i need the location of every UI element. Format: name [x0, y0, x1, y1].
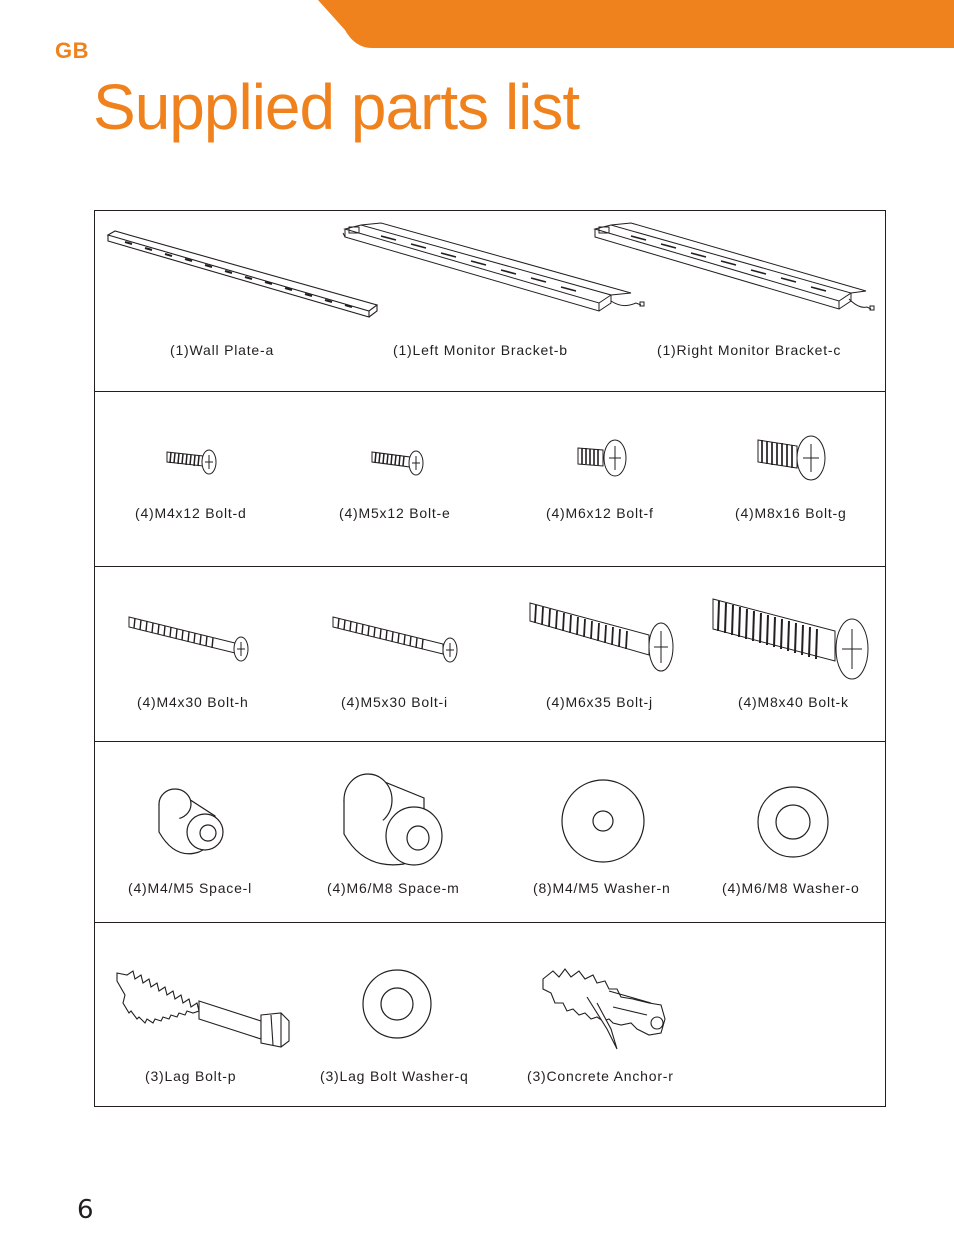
part-label: (1)Wall Plate-a [170, 342, 275, 358]
bolt-icon [575, 436, 645, 482]
part-label: (3)Concrete Anchor-r [527, 1068, 674, 1084]
part-label: (4)M8x40 Bolt-k [738, 694, 849, 710]
parts-row-long-bolts [95, 567, 885, 742]
part-label: (4)M6/M8 Space-m [327, 880, 460, 896]
concrete-anchor-icon [537, 963, 677, 1053]
parts-row-short-bolts [95, 392, 885, 567]
parts-row-brackets [95, 211, 885, 392]
header-accent-band [0, 0, 954, 50]
part-label: (4)M5x12 Bolt-e [339, 505, 451, 521]
bolt-icon [755, 432, 835, 488]
bolt-icon [331, 607, 466, 667]
spacer-icon [340, 772, 450, 872]
parts-table [94, 210, 886, 1107]
page-title: Supplied parts list [93, 71, 580, 143]
parts-row-spacers-washers [95, 742, 885, 923]
part-label: (4)M6x12 Bolt-f [546, 505, 654, 521]
washer-icon [360, 967, 440, 1047]
part-label: (4)M6/M8 Washer-o [722, 880, 860, 896]
bolt-icon [710, 591, 880, 691]
part-label: (4)M4x30 Bolt-h [137, 694, 249, 710]
part-label: (3)Lag Bolt-p [145, 1068, 237, 1084]
bolt-icon [370, 442, 430, 482]
bolt-icon [127, 607, 257, 667]
part-label: (4)M4x12 Bolt-d [135, 505, 247, 521]
part-label: (8)M4/M5 Washer-n [533, 880, 671, 896]
part-label: (4)M5x30 Bolt-i [341, 694, 448, 710]
washer-icon [755, 784, 835, 864]
bolt-icon [165, 442, 225, 482]
bolt-icon [527, 593, 687, 683]
part-label: (4)M4/M5 Space-l [128, 880, 253, 896]
language-code: GB [55, 38, 89, 63]
part-label: (3)Lag Bolt Washer-q [320, 1068, 469, 1084]
lag-bolt-icon [111, 961, 301, 1051]
part-label: (4)M8x16 Bolt-g [735, 505, 847, 521]
parts-row-anchors [95, 923, 885, 1106]
right-monitor-bracket-icon [591, 223, 891, 323]
spacer-icon [155, 782, 235, 862]
washer-icon [559, 777, 649, 867]
part-label: (1)Left Monitor Bracket-b [393, 342, 568, 358]
page-number: 6 [77, 1195, 94, 1225]
wall-plate-icon [105, 221, 375, 321]
part-label: (1)Right Monitor Bracket-c [657, 342, 842, 358]
part-label: (4)M6x35 Bolt-j [546, 694, 653, 710]
